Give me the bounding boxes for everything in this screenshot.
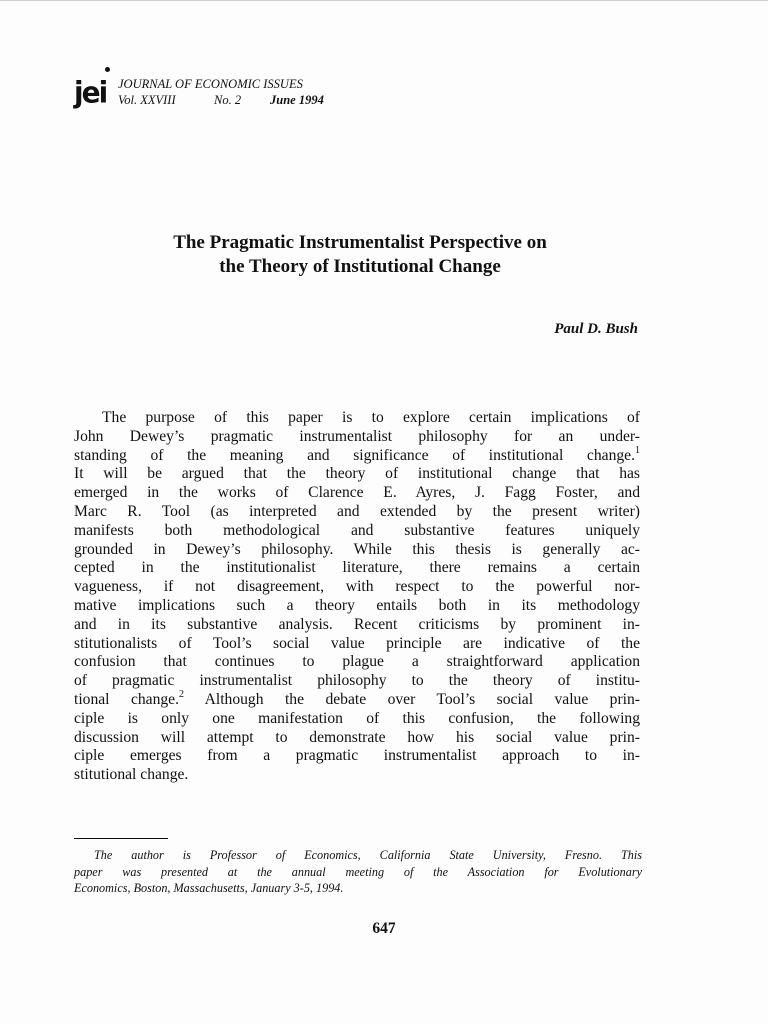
article-title-line-2: the Theory of Institutional Change <box>219 256 501 277</box>
body-line: Marc R. Tool (as interpreted and extended by the present writer) <box>74 502 640 520</box>
journal-number: No. 2 <box>214 93 242 107</box>
body-line-text: Although the debate over Tool’s social value prin- <box>204 690 640 708</box>
body-line-text: standing of the meaning and significance of institutional change. <box>74 446 635 464</box>
footnote-ref-2[interactable]: 2 <box>179 688 185 700</box>
body-line: confusion that continues to plague a straightforward application <box>74 653 640 671</box>
body-line: discussion will attempt to demonstrate how his social value prin- <box>74 728 640 746</box>
footnote-line: Economics, Boston, Massachusetts, January 3-5, 1994. <box>74 881 344 895</box>
body-line: ciple is only one manifestation of this confusion, the following <box>74 709 640 727</box>
journal-info <box>118 76 324 108</box>
body-line: and in its substantive analysis. Recent criticisms by prominent in- <box>74 615 640 633</box>
footnote-line: The author is Professor of Economics, California State University, Fresno. This <box>94 848 642 862</box>
body-line: of pragmatic instrumentalist philosophy to the theory of institu- <box>74 672 640 690</box>
body-line: grounded in Dewey’s philosophy. While this thesis is generally ac- <box>74 540 640 558</box>
logo-dot <box>105 67 110 72</box>
page-number: 647 <box>372 920 396 937</box>
body-line: It will be argued that the theory of institutional change that has <box>74 465 640 483</box>
article-title <box>70 231 650 279</box>
journal-date: June 1994 <box>270 93 324 107</box>
body-line: cepted in the institutionalist literature, there remains a certain <box>74 559 640 577</box>
footnote-rule <box>74 838 168 839</box>
body-line-text: tional change. <box>74 690 180 708</box>
article-author: Paul D. Bush <box>554 321 638 337</box>
journal-name: JOURNAL OF ECONOMIC ISSUES <box>118 77 303 91</box>
footnote-line: paper was presented at the annual meeting of the Association for Evolutionary <box>74 864 642 879</box>
body-line: manifests both methodological and substantive features uniquely <box>74 521 640 539</box>
body-line: emerged in the works of Clarence E. Ayres, J. Fagg Foster, and <box>74 484 640 502</box>
issue-line <box>118 92 324 108</box>
body-line: stitutionalists of Tool’s social value principle are indicative of the <box>74 634 640 652</box>
body-line: vagueness, if not disagreement, with respect to the powerful nor- <box>74 578 640 596</box>
body-line: ciple emerges from a pragmatic instrumentalist approach to in- <box>74 747 640 765</box>
body-line: stitutional change. <box>74 766 189 784</box>
body-line <box>74 688 640 710</box>
author-footnote <box>74 847 642 897</box>
jei-logo-text: jei <box>74 75 107 110</box>
article-title-line-1: The Pragmatic Instrumentalist Perspective on <box>173 232 547 253</box>
body-paragraph <box>74 409 640 785</box>
body-line <box>74 444 640 466</box>
body-line: The purpose of this paper is to explore certain implications of <box>102 409 640 426</box>
body-line: John Dewey’s pragmatic instrumentalist philosophy for an under- <box>74 427 640 445</box>
body-line: mative implications such a theory entails both in its methodology <box>74 596 640 614</box>
journal-volume: Vol. XXVIII <box>118 93 176 107</box>
jei-logo <box>74 75 118 111</box>
footnote-ref-1[interactable]: 1 <box>635 444 640 456</box>
